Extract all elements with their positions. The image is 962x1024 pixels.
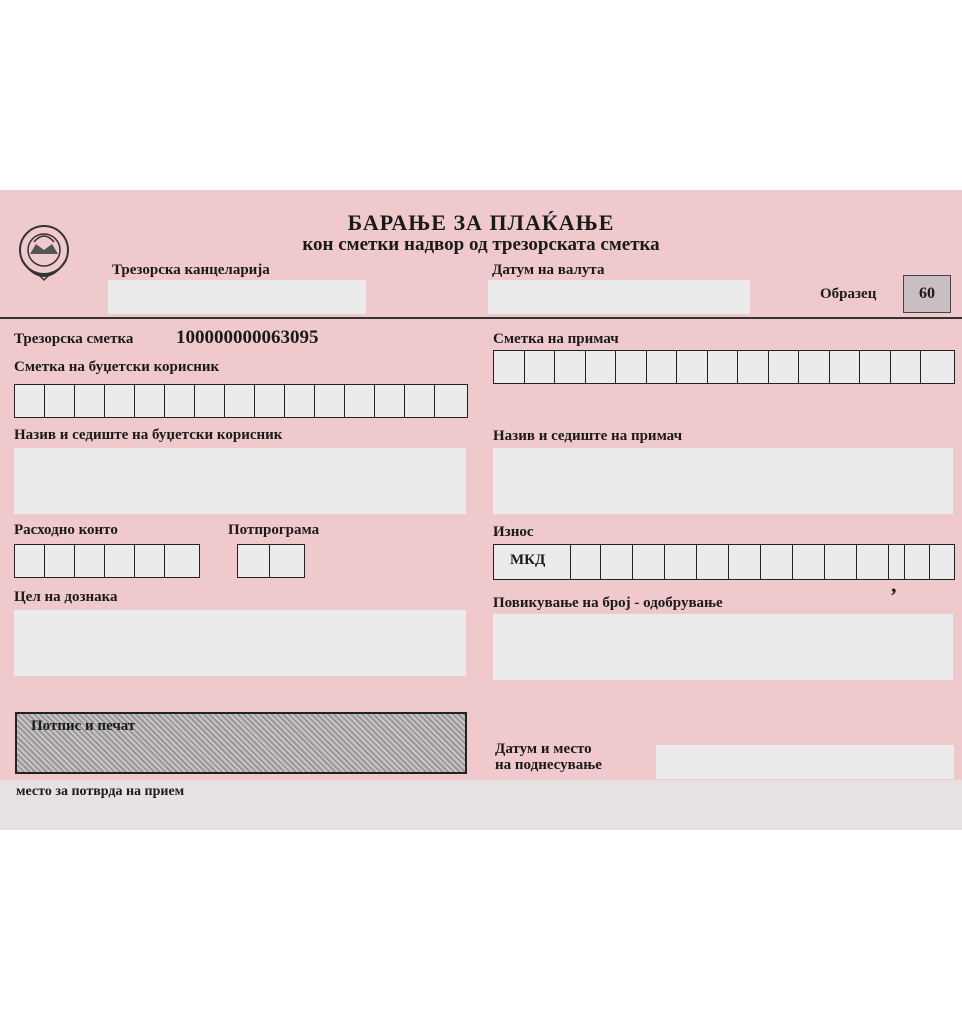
recipient-account-cells[interactable] [493, 350, 955, 384]
expense-account-label: Расходно конто [14, 522, 118, 538]
form-number: 60 [919, 285, 935, 302]
value-date-label: Датум на валута [492, 262, 605, 278]
budget-user-name-field[interactable] [14, 448, 466, 514]
budget-user-account-label: Сметка на буџетски корисник [14, 359, 220, 375]
subprogram-cells[interactable] [237, 544, 305, 578]
subprogram-label: Потпрограма [228, 522, 320, 538]
value-date-field[interactable] [488, 280, 750, 314]
currency-label: МКД [510, 552, 546, 568]
budget-user-name-label: Назив и седиште на буџетски корисник [14, 427, 283, 443]
form-title: БАРАЊЕ ЗА ПЛАЌАЊЕ [347, 210, 615, 235]
recipient-account-label: Сметка на примач [493, 331, 619, 347]
divider [0, 317, 962, 319]
amount-label: Износ [493, 524, 534, 540]
budget-user-account-cells[interactable] [14, 384, 468, 418]
reference-number-label: Повикување на број - одобрување [493, 595, 723, 611]
treasury-office-label: Трезорска канцеларија [112, 262, 270, 278]
decimal-separator: , [891, 572, 897, 597]
expense-account-cells[interactable] [14, 544, 200, 578]
treasury-account-label: Трезорска сметка [14, 331, 134, 347]
signature-stamp-label: Потпис и печат [31, 718, 136, 734]
reference-number-field[interactable] [493, 614, 953, 680]
form-subtitle: кон сметки надвор од трезорската сметка [302, 234, 660, 255]
recipient-name-label: Назив и седиште на примач [493, 428, 683, 444]
receipt-place-label: место за потврда на прием [16, 784, 185, 799]
treasury-office-field[interactable] [108, 280, 366, 314]
date-place-label-line2: на поднесување [495, 757, 602, 773]
recipient-name-field[interactable] [493, 448, 953, 514]
form-number-box [903, 275, 951, 313]
treasury-account-number: 100000000063095 [176, 327, 319, 348]
amount-cells[interactable] [493, 544, 955, 580]
form-sample-label: Образец [820, 286, 877, 302]
signature-stamp-area[interactable] [15, 712, 467, 774]
transfer-purpose-field[interactable] [14, 610, 466, 676]
transfer-purpose-label: Цел на дознака [14, 589, 118, 605]
payment-request-form [0, 190, 962, 830]
date-place-field[interactable] [656, 745, 954, 779]
date-place-label-line1: Датум и место [495, 741, 592, 757]
